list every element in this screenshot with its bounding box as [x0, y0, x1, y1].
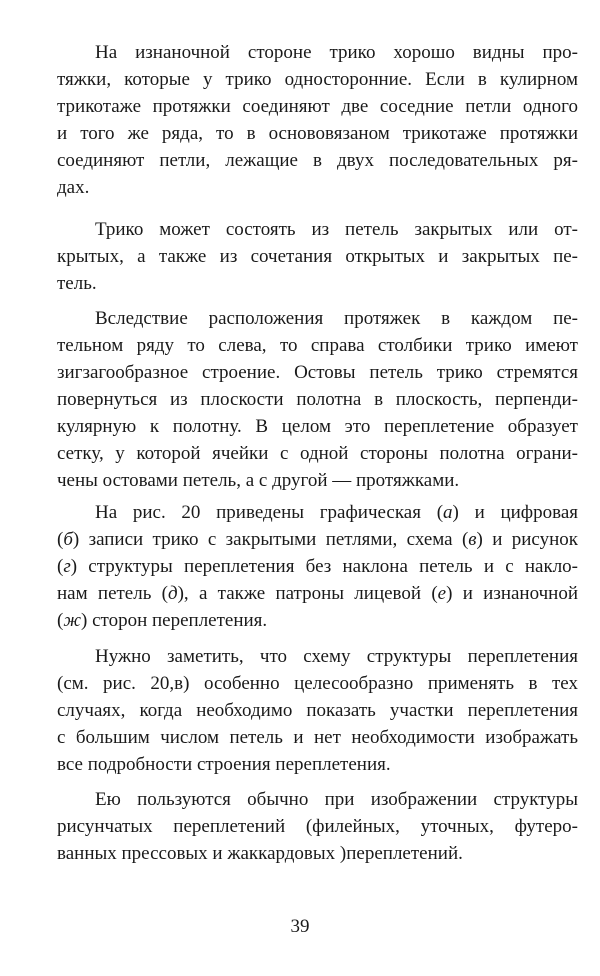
- text-line: кулярную к полотну. В целом это переплетение образует: [57, 416, 578, 437]
- figure-ref: а: [443, 502, 453, 523]
- figure-ref: б: [63, 529, 73, 550]
- text: (: [57, 529, 64, 550]
- text-line: [57, 499, 578, 526]
- text-line: Нужно заметить, что схему структуры переплетения: [95, 646, 578, 667]
- text-line: Ею пользуются обычно при изображении структуры: [95, 789, 578, 810]
- text-line: На изнаночной стороне трико хорошо видны про-: [95, 42, 578, 63]
- text-line: рисунчатых переплетений (филейных, уточных, футеро-: [57, 816, 578, 837]
- text-line: [57, 607, 578, 634]
- text-line: крытых, а также из сочетания открытых и закрытых пе-: [57, 246, 578, 267]
- figure-ref: ж: [63, 610, 82, 631]
- paragraph-5: [57, 643, 578, 778]
- text-line: Вследствие расположения протяжек в каждом пе-: [95, 308, 578, 329]
- figure-ref: г: [63, 556, 71, 577]
- text-line: тель.: [57, 273, 97, 294]
- text: ) и цифровая: [452, 502, 578, 523]
- text-line: (см. рис. 20,в) особенно целесообразно применять в тех: [57, 673, 578, 694]
- figure-ref: е: [437, 583, 447, 604]
- figure-ref: в: [468, 529, 477, 550]
- text: На рис. 20 приведены графическая (: [95, 502, 444, 523]
- text-line: с большим числом петель и нет необходимости изображать: [57, 727, 578, 748]
- text-line: дах.: [57, 177, 90, 198]
- text: ) и изнаночной: [446, 583, 578, 604]
- text: (: [57, 610, 64, 631]
- text-line: сетку, у которой ячейки с одной стороны полотна ограни-: [57, 443, 578, 464]
- text-line: повернуться из плоскости полотна в плоскость, перпенди-: [57, 389, 578, 410]
- text-line: чены остовами петель, а с другой — протяжками.: [57, 470, 460, 491]
- text-line: все подробности строения переплетения.: [57, 754, 391, 775]
- text-line: и того же ряда, то в основовязаном трикотаже протяжки: [57, 123, 578, 144]
- text-line: [57, 526, 578, 553]
- text-line: случаях, когда необходимо показать участки переплетения: [57, 700, 578, 721]
- text-line: соединяют петли, лежащие в двух последовательных ря-: [57, 150, 578, 171]
- paragraph-2: [57, 216, 578, 297]
- text-line: [57, 580, 578, 607]
- text-line: тельном ряду то слева, то справа столбики трико имеют: [57, 335, 578, 356]
- text-line: зигзагообразное строение. Остовы петель трико стремятся: [57, 362, 578, 383]
- page-number: 39: [290, 916, 310, 937]
- text: ) сторон переплетения.: [81, 610, 268, 631]
- paragraph-3: [57, 305, 578, 494]
- paragraph-1: [57, 39, 578, 201]
- text-line: трикотаже протяжки соединяют две соседние петли одного: [57, 96, 578, 117]
- figure-ref: д: [167, 583, 178, 604]
- text-line: ванных прессовых и жаккардовых )переплетений.: [57, 843, 463, 864]
- paragraph-6: [57, 786, 578, 867]
- text-line: Трико может состоять из петель закрытых или от-: [95, 219, 578, 240]
- text: ) записи трико с закрытыми петлями, схема (: [72, 529, 469, 550]
- text: ), а также патроны лицевой (: [177, 583, 438, 604]
- text: ) структуры переплетения без наклона петель и с накло-: [70, 556, 578, 577]
- text: нам петель (: [57, 583, 168, 604]
- text-line: тяжки, которые у трико односторонние. Если в кулирном: [57, 69, 578, 90]
- text-line: [57, 553, 578, 580]
- paragraph-4: [57, 499, 578, 634]
- text: ) и рисунок: [476, 529, 578, 550]
- text: (: [57, 556, 64, 577]
